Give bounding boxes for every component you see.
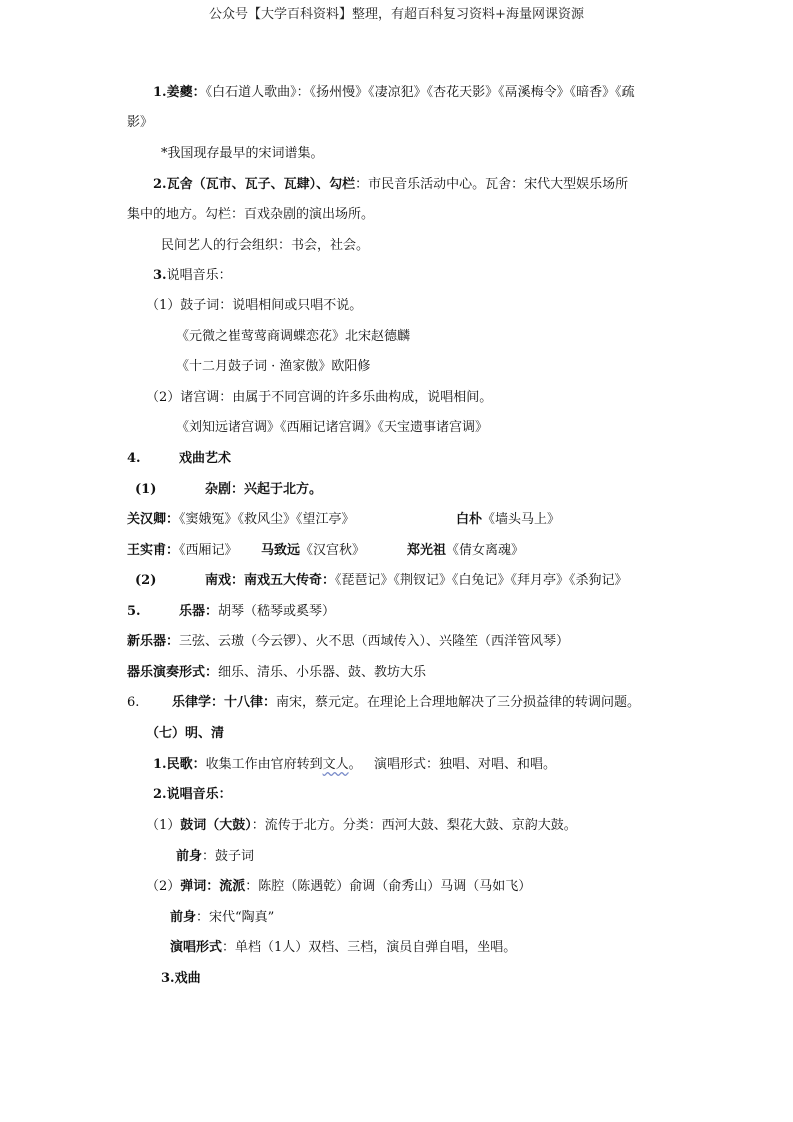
prefix-1: （1）: [146, 818, 181, 833]
line-guild: 民间艺人的行会组织：书会，社会。: [161, 238, 370, 253]
label-yanchang: 演唱形式: [170, 940, 223, 955]
text-performance-forms: 细乐、清乐、小乐器、鼓、教坊大乐: [218, 665, 427, 680]
text-qianshen-1: ：鼓子词: [202, 849, 255, 864]
name-baipu: 白朴: [456, 512, 483, 527]
line-baipu: [456, 512, 560, 528]
text-shuochang: 说唱音乐：: [166, 268, 232, 283]
line-guziici: （1）鼓子词：说唱相间或只唱不说。: [146, 298, 363, 313]
line-jiangkui-cont: 影》: [127, 115, 154, 130]
name-mazhiyuan: 马致远: [261, 543, 301, 558]
line-wangshifu: [127, 543, 238, 559]
line-guziici-work1: 《元微之崔莺莺商调蝶恋花》北宋赵德麟: [176, 329, 411, 344]
text-washe: ：市民音乐活动中心。瓦舍：宋代大型娱乐场所: [355, 177, 629, 192]
works-mazhiyuan: 《汉宫秋》: [300, 543, 366, 558]
text-mingge-1: 收集工作由官府转到: [205, 757, 323, 772]
line-nanxi: [205, 573, 628, 589]
num-1-zaju: (1): [135, 482, 157, 497]
line-guci: [146, 818, 577, 834]
works-guanhanqing: 《窦娥冤》《救风尘》《望江亭》: [179, 512, 355, 527]
note-earliest-score: *我国现存最早的宋词谱集。: [161, 146, 324, 161]
heading-yuelvxue: 乐律学：十八律：: [172, 695, 277, 710]
text-yuelvxue: 南宋，蔡元定。在理论上合理地解决了三分损益律的转调问题。: [276, 695, 641, 710]
heading-xiqu: 戏曲艺术: [179, 451, 232, 466]
heading-shuochang-mingqing: 2.说唱音乐：: [153, 787, 232, 802]
term-washe: 2.瓦舍（瓦市、瓦子、瓦肆）、勾栏: [153, 177, 356, 192]
line-new-instruments: [127, 634, 569, 650]
works-wangshifu: 《西厢记》: [179, 543, 238, 558]
heading-yueqi: 乐器：: [179, 604, 219, 619]
works-baipu: 《墙头马上》: [482, 512, 561, 527]
text-jiangkui-works: 《白石道人歌曲》：《扬州慢》《凄凉犯》《杏花天影》《鬲溪梅令》《暗香》《疏: [205, 85, 635, 100]
works-zhengguangzu: 《倩女离魂》: [446, 543, 525, 558]
line-shuochang-heading: [153, 268, 232, 284]
works-nanxi: 《琵琶记》《荆钗记》《白兔记》《拜月亭》《杀狗记》: [335, 573, 628, 588]
text-mingge-2: 。 演唱形式：独唱、对唱、和唱。: [348, 757, 557, 772]
text-qianshen-2: ：宋代“陶真”: [196, 910, 275, 925]
line-tanci-predecessor: [170, 910, 274, 926]
label-new-instruments: 新乐器：: [127, 634, 180, 649]
line-tanci: [146, 879, 531, 895]
page-header-watermark: 公众号【大学百科资料】整理，有超百科复习资料+海量网课资源: [209, 7, 584, 22]
line-mazhiyuan: [261, 543, 365, 559]
num-2-nanxi: (2): [135, 573, 157, 588]
line-guziici-work2: 《十二月鼓子词 · 渔家傲》欧阳修: [176, 359, 371, 374]
line-yuelvxue: [172, 695, 640, 711]
line-performance-forms: [127, 665, 426, 681]
text-guci: ：流传于北方。分类：西河大鼓、梨花大鼓、京韵大鼓。: [251, 818, 577, 833]
term-jiangkui: 1.姜夔：: [153, 85, 206, 100]
heading-zaju: 杂剧：兴起于北方。: [205, 482, 323, 497]
line-mingge: [153, 757, 556, 773]
term-tanci: 弹词：流派: [180, 879, 246, 894]
num-6: 6.: [127, 695, 140, 710]
line-zhugongdiao: （2）诸宫调：由属于不同宫调的许多乐曲构成，说唱相间。: [146, 390, 493, 405]
label-performance-forms: 器乐演奏形式：: [127, 665, 219, 680]
line-yueqi: [179, 604, 335, 620]
line-zhugongdiao-works: 《刘知远诸宫调》《西厢记诸宫调》《天宝遗事诸宫调》: [176, 420, 489, 435]
label-qianshen-1: 前身: [176, 849, 203, 864]
name-wangshifu: 王实甫：: [127, 543, 180, 558]
section-heading-ming-qing: （七）明、清: [146, 726, 225, 741]
text-yanchang: ：单档（1人）双档、三档，演员自弹自唱，坐唱。: [222, 940, 517, 955]
text-huqin: 胡琴（嵇琴或奚琴）: [218, 604, 336, 619]
name-zhengguangzu: 郑光祖: [407, 543, 447, 558]
heading-mingge: 1.民歌：: [153, 757, 206, 772]
term-guci: 鼓词（大鼓）: [180, 818, 252, 833]
num-4: 4.: [127, 451, 141, 466]
text-new-instruments: 三弦、云璈（今云锣）、火不思（西域传入）、兴隆笙（西洋管风琴）: [179, 634, 570, 649]
num-3: 3.: [153, 268, 167, 283]
line-tanci-forms: [170, 940, 516, 956]
line-washe: [153, 177, 628, 193]
name-guanhanqing: 关汉卿：: [127, 512, 180, 527]
line-guci-predecessor: [176, 849, 254, 865]
line-washe-cont: 集中的地方。勾栏：百戏杂剧的演出场所。: [127, 207, 375, 222]
line-jiangkui: [153, 85, 635, 101]
line-zhengguangzu: [407, 543, 524, 559]
line-guanhanqing: [127, 512, 355, 528]
text-wenren: 文人: [322, 757, 349, 772]
label-qianshen-2: 前身: [170, 910, 197, 925]
num-5: 5.: [127, 604, 141, 619]
heading-nanxi: 南戏：南戏五大传奇：: [205, 573, 336, 588]
text-tanci: ：陈腔（陈遇乾）俞调（俞秀山）马调（马如飞）: [245, 879, 532, 894]
heading-xiqu-mingqing: 3.戏曲: [161, 971, 201, 986]
prefix-2: （2）: [146, 879, 181, 894]
